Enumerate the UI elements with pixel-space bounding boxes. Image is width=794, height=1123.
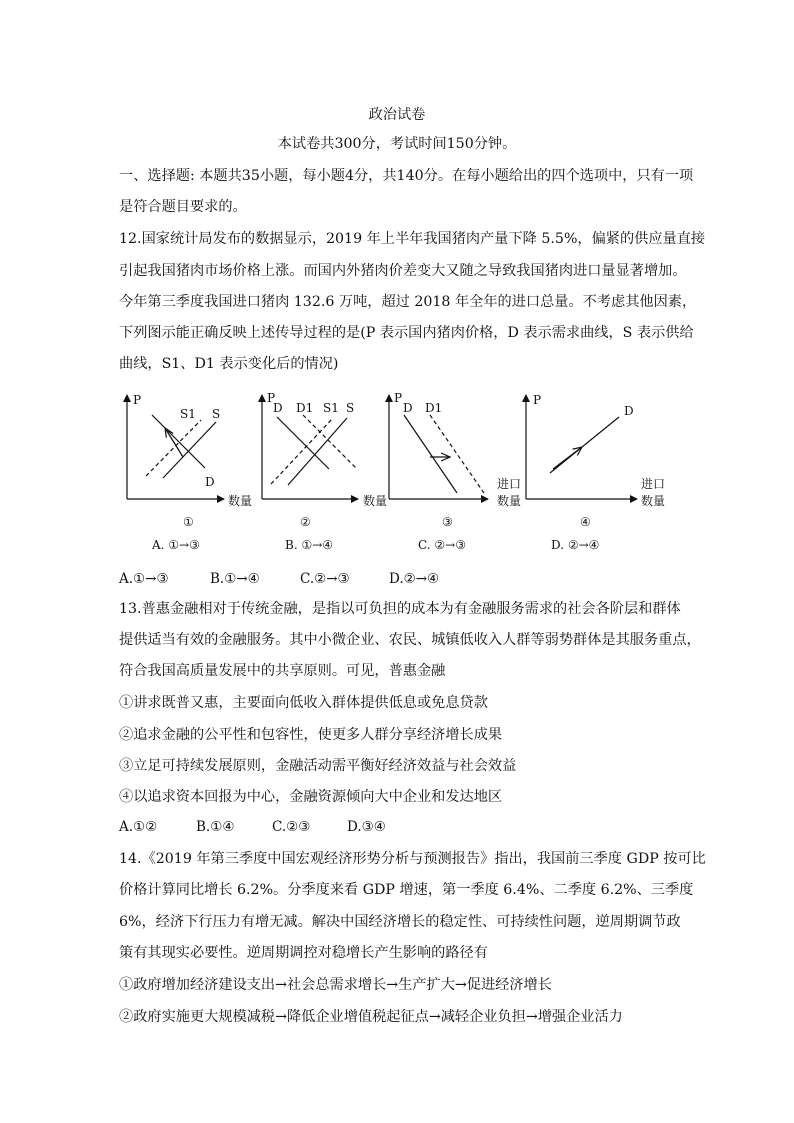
q12-stem-line-4: 下列图示能正确反映上述传导过程的是(P 表示国内猪肉价格，D 表示需求曲线，S 表示供给 (119, 325, 694, 341)
g2-s1-curve (271, 418, 333, 484)
q12-option-b: B.①→④ (210, 571, 260, 587)
g1-s-label: S (212, 407, 221, 421)
q12-option-d: D.②→④ (389, 571, 440, 587)
g2-d1-label: D1 (296, 401, 314, 415)
q13-item-2: ②追求金融的公平性和包容性，使更多人群分享经济增长成果 (119, 727, 503, 743)
q13-option-b: B.①④ (196, 819, 235, 835)
page-subtitle: 本试卷共300分，考试时间150分钟。 (277, 136, 517, 152)
fig-option-a: A. ①→③ (152, 538, 200, 552)
g2-qty-label: 数量 (363, 494, 388, 508)
g3-import-label: 进口 (497, 477, 522, 491)
q13-option-d: D.③④ (347, 819, 386, 835)
g2-p-label: P (267, 391, 276, 405)
g2-d-curve (277, 417, 329, 469)
q13-stem-line-2: 提供适当有效的金融服务。其中小微企业、农民、城镇低收入人群等弱势群体是其服务重点， (119, 632, 701, 648)
g3-d-curve (404, 415, 457, 493)
q12-stem-line-2: 引起我国猪肉市场价格上涨。而国内外猪肉价差变大又随之导致我国猪肉进口量显著增加。 (119, 263, 687, 279)
g4-number: ④ (580, 515, 591, 529)
g1-p-label: P (133, 393, 142, 407)
g3-p-label: P (394, 391, 403, 405)
g4-d-label: D (624, 404, 634, 418)
q13-option-c: C.②③ (272, 819, 311, 835)
q13-option-a: A.①② (119, 819, 158, 835)
q12-stem-line-1: 12.国家统计局发布的数据显示，2019 年上半年我国猪肉产量下降 5.5%，偏紧的供应量直接 (119, 231, 706, 247)
q13-item-4: ④以追求资本回报为中心，金融资源倾向大中企业和发达地区 (119, 789, 503, 805)
q12-figure (0, 385, 794, 565)
g2-d-label: D (273, 401, 283, 415)
g1-d-label: D (205, 475, 215, 489)
q12-stem-line-3: 今年第三季度我国进口猪肉 132.6 万吨，超过 2018 年全年的进口总量。不考虑其他因素， (119, 294, 697, 310)
g3-qty-label: 数量 (497, 494, 522, 508)
q14-stem-line-4: 策有其现实必要性。逆周期调控对稳增长产生影响的路径有 (119, 945, 488, 961)
fig-option-c: C. ②→③ (418, 538, 466, 552)
page-title: 政治试卷 (368, 107, 426, 123)
q14-stem-line-3: 6%，经济下行压力有增无减。解决中国经济增长的稳定性、可持续性问题，逆周期调节政 (119, 914, 681, 930)
g4-import-label: 进口 (641, 477, 666, 491)
g1-s1-label: S1 (180, 407, 196, 421)
g2-s-curve (288, 418, 347, 485)
g3-d-label: D (403, 401, 413, 415)
q13-item-3: ③立足可持续发展原则，金融活动需平衡好经济效益与社会效益 (119, 758, 517, 774)
q13-item-1: ①讲求既普又惠，主要面向低收入群体提供低息或免息贷款 (119, 695, 488, 711)
fig-option-d: D. ②→④ (551, 538, 600, 552)
section-instruction-line-2: 是符合题目要求的。 (119, 199, 247, 215)
section-instruction-line-1: 一、选择题: 本题共35小题，每小题4分，共140分。在每小题给出的四个选项中，只有一项 (119, 168, 694, 184)
g4-p-label: P (533, 393, 542, 407)
g1-number: ① (183, 515, 194, 529)
q12-option-a: A.①→③ (119, 571, 169, 587)
g2-s1-label: S1 (323, 401, 339, 415)
g3-d1-curve (430, 415, 484, 493)
g4-d-curve (550, 417, 619, 473)
q12-stem-line-5: 曲线，S1、D1 表示变化后的情况) (119, 356, 339, 372)
g2-number: ② (300, 515, 311, 529)
g2-s-label: S (346, 401, 355, 415)
g3-number: ③ (442, 515, 453, 529)
q12-option-c: C.②→③ (300, 571, 350, 587)
g3-d1-label: D1 (425, 401, 443, 415)
g1-qty-label: 数量 (228, 494, 253, 508)
g4-qty-label: 数量 (641, 494, 666, 508)
q14-stem-line-1: 14.《2019 年第三季度中国宏观经济形势分析与预测报告》指出，我国前三季度 GDP 按可比 (119, 851, 706, 867)
g4-arrow (553, 447, 582, 469)
q14-item-2: ②政府实施更大规模减税→降低企业增值税起征点→减轻企业负担→增强企业活力 (119, 1009, 623, 1025)
fig-option-b: B. ①→④ (285, 538, 334, 552)
q14-stem-line-2: 价格计算同比增长 6.2%。分季度来看 GDP 增速，第一季度 6.4%、二季度 6.2%、三季度 (119, 882, 694, 898)
q14-item-1: ①政府增加经济建设支出→社会总需求增长→生产扩大→促进经济增长 (119, 977, 552, 993)
q13-stem-line-3: 符合我国高质量发展中的共享原则。可见，普惠金融 (119, 663, 446, 679)
q13-stem-line-1: 13.普惠金融相对于传统金融，是指以可负担的成本为有金融服务需求的社会各阶层和群体 (119, 601, 681, 617)
